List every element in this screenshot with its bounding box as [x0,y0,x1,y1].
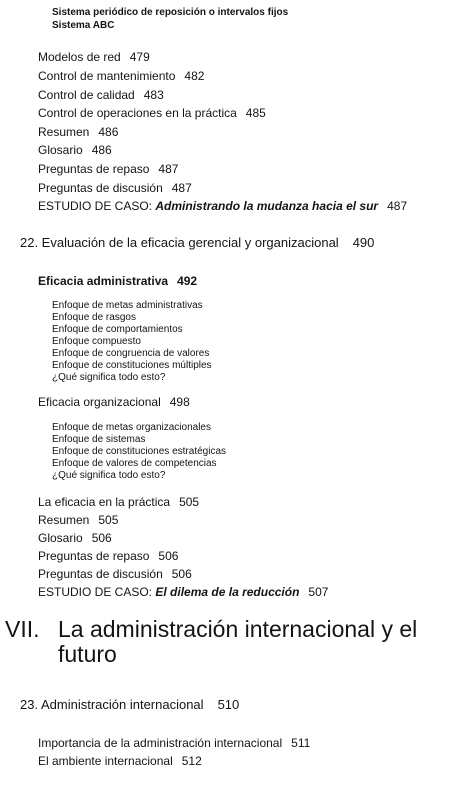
chapter-page: 510 [217,697,240,712]
toc-entry-label: Control de calidad [38,88,135,102]
toc-entry-label: Importancia de la administración internacional [38,736,283,750]
toc-entry-page: 479 [129,50,150,64]
subtopic: Enfoque de constituciones múltiples [52,360,212,371]
toc-entry-label: Glosario [38,531,83,545]
chapter-heading [20,236,374,249]
toc-entry-page: 512 [181,754,202,768]
toc-entry [38,70,204,82]
chapter-label: 22. Evaluación de la eficacia gerencial y organizacional [20,235,339,250]
subtopic-abc-system: Sistema ABC [52,20,115,31]
toc-entry [38,550,178,562]
toc-entry-page: 482 [184,69,205,83]
toc-entry [38,182,192,194]
case-study-entry [38,586,328,598]
toc-entry-label: Resumen [38,513,90,527]
section-heading [38,396,190,408]
toc-entry-label: Preguntas de repaso [38,162,150,176]
toc-entry-label: Resumen [38,125,90,139]
toc-entry [38,144,112,156]
toc-entry [38,107,266,119]
toc-entry [38,514,118,526]
chapter-page: 490 [352,235,375,250]
toc-entry [38,496,199,508]
toc-entry [38,755,202,767]
toc-entry-page: 487 [158,162,179,176]
toc-entry-page: 506 [158,549,179,563]
subtopic: Enfoque de constituciones estratégicas [52,446,226,457]
subtopic-periodic-system: Sistema periódico de reposición o intervalos fijos [52,7,289,18]
case-study-prefix: ESTUDIO DE CASO: [38,199,153,213]
subtopic: Enfoque compuesto [52,336,141,347]
toc-entry [38,126,118,138]
toc-entry [38,568,192,580]
toc-entry-page: 486 [98,125,119,139]
toc-entry-label: Preguntas de repaso [38,549,150,563]
toc-entry-label: Preguntas de discusión [38,181,163,195]
toc-entry-page: 506 [91,531,112,545]
toc-entry-page: 483 [143,88,164,102]
subtopic: ¿Qué significa todo esto? [52,372,166,383]
toc-entry [38,532,112,544]
subtopic: Enfoque de congruencia de valores [52,348,210,359]
toc-entry-page: 506 [171,567,192,581]
part-heading [0,617,471,677]
toc-entry-page: 487 [387,199,408,213]
subtopic: Enfoque de metas administrativas [52,300,203,311]
case-study-entry [38,200,407,212]
chapter-label: 23. Administración internacional [20,697,204,712]
subtopic: Enfoque de metas organizacionales [52,422,211,433]
toc-entry-label: Preguntas de discusión [38,567,163,581]
subtopic: Enfoque de sistemas [52,434,146,445]
case-study-prefix: ESTUDIO DE CASO: [38,585,153,599]
section-heading [38,275,197,287]
toc-entry-label: Glosario [38,143,83,157]
section-page: 498 [169,395,190,409]
toc-entry-page: 507 [308,585,329,599]
subtopic: Enfoque de valores de competencias [52,458,217,469]
part-number: VII. [5,616,40,642]
toc-entry-page: 511 [291,736,311,750]
subtopic: ¿Qué significa todo esto? [52,470,166,481]
toc-entry-label: El ambiente internacional [38,754,173,768]
part-title: La administración internacional y el futuro [58,616,418,668]
toc-entry-label: Modelos de red [38,50,121,64]
section-page: 492 [177,274,198,288]
toc-entry-page: 505 [179,495,200,509]
section-label: Eficacia administrativa [38,274,169,288]
toc-entry [38,163,178,175]
section-label: Eficacia organizacional [38,395,161,409]
toc-entry-page: 487 [171,181,192,195]
toc-entry-page: 486 [91,143,112,157]
toc-entry-label: Control de mantenimiento [38,69,176,83]
toc-entry-page: 505 [98,513,119,527]
toc-entry-label: La eficacia en la práctica [38,495,171,509]
toc-entry [38,737,310,749]
toc-entry [38,89,164,101]
toc-entry-label: Control de operaciones en la práctica [38,106,237,120]
case-study-title: El dilema de la reducción [155,585,300,599]
toc-entry-page: 485 [245,106,266,120]
subtopic: Enfoque de rasgos [52,312,136,323]
toc-entry [38,51,150,63]
subtopic: Enfoque de comportamientos [52,324,183,335]
case-study-title: Administrando la mudanza hacia el sur [155,199,379,213]
chapter-heading [20,698,239,711]
